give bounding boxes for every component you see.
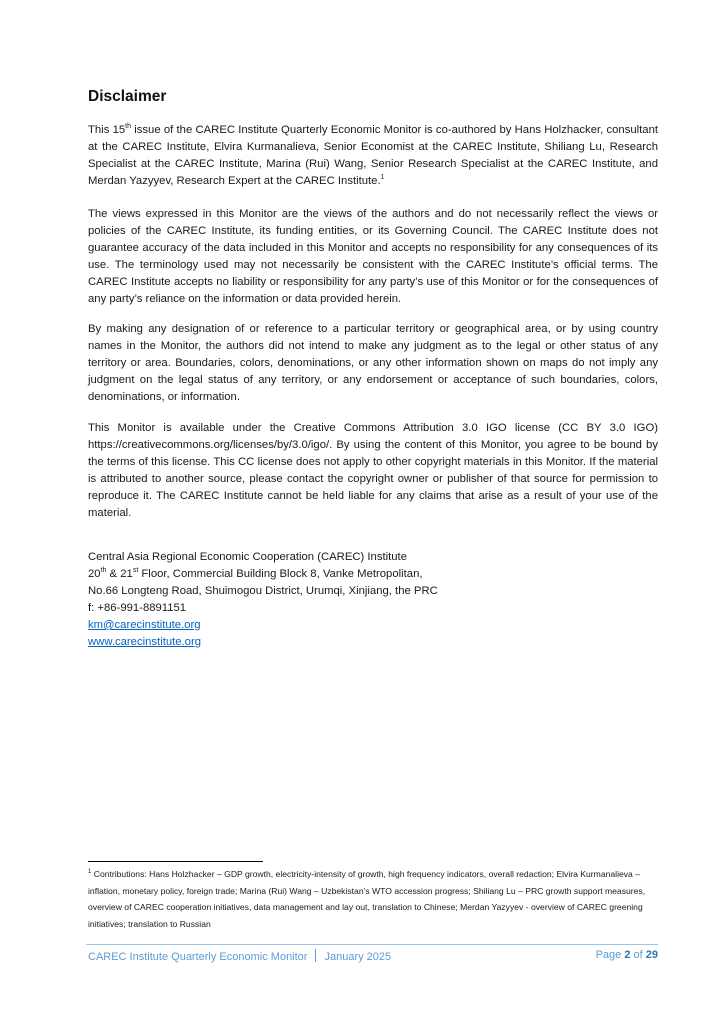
territory-paragraph: By making any designation of or reference to a particular territory or geographical area, or by using country names in the Monitor, the authors did not intend to make any judgment as to the legal or other status of any territory or area. Boundaries, colors, denominations, or any other information shown on maps do not imply any judgment on the legal status of any territory, or any endorsement or acceptance of such boundaries, colors, denominations, or information. xyxy=(88,323,658,403)
page-title: Disclaimer xyxy=(88,88,167,105)
email-link[interactable]: km@carecinstitute.org xyxy=(88,619,201,631)
text: This 15 xyxy=(88,124,126,136)
license-paragraph: This Monitor is available under the Creative Commons Attribution 3.0 IGO license (CC BY 3.0 IGO) https://creativecommons.org/licenses/by/3.0/igo/. By using the content of this Monitor, you agree to be bound by the terms of this license. This CC license does not apply to other copyright materials in this Monitor. If the material is attributed to another source, please contact the copyright owner or publisher of that source for permission to reproduce it. The CAREC Institute cannot be held liable for any claims that arise as a result of your use of the material. xyxy=(88,422,658,519)
footer-left xyxy=(88,949,391,963)
footnote-number: 1 xyxy=(88,869,92,876)
text: Page xyxy=(595,949,625,961)
publication-date: January 2025 xyxy=(324,951,392,963)
current-page: 2 xyxy=(624,949,631,961)
footnote xyxy=(88,866,668,932)
contact-address xyxy=(88,549,438,651)
page-number xyxy=(596,949,658,961)
footnote-divider xyxy=(88,861,263,862)
footnote-text: Contributions: Hans Holzhacker – GDP growth, electricity-intensity of growth, high frequency indicators, overall redaction; Elvira Kurmanalieva – inflation, monetary policy, foreign trade; Marina (Rui) Wang – Uzbekistan’s WTO accession progress; Shiliang Lu – PRC growth support measures, overview of CAREC cooperation initiatives, data management and lay out, translation to Chinese; Merdan Yazyyev - overview of CAREC greening initiatives; translation to Russian xyxy=(88,869,646,929)
website-link[interactable]: www.carecinstitute.org xyxy=(88,636,202,648)
publication-title: CAREC Institute Quarterly Economic Monitor xyxy=(88,951,308,963)
superscript: th xyxy=(125,123,131,131)
text: issue of the CAREC Institute Quarterly Economic Monitor is co-authored by Hans Holzhacker, consultant at the CAREC Institute, Elvira Kurmanalieva, Senior Economist at the CAREC Institute, Shiliang Lu, Research Specialist at the CAREC Institute, Marina (Rui) Wang, Senior Research Specialist at the CAREC Institute, and Merdan Yazyyev, Research Expert at the CAREC Institute. xyxy=(88,124,659,187)
superscript: st xyxy=(132,567,139,575)
text: & 21 xyxy=(106,568,133,580)
address-street: No.66 Longteng Road, Shuimogou District, Urumqi, Xinjiang, the PRC xyxy=(88,585,438,597)
footnote-reference[interactable]: 1 xyxy=(380,174,385,182)
views-paragraph: The views expressed in this Monitor are the views of the authors and do not necessarily reflect the views or policies of the CAREC Institute, its funding entities, or its Governing Council. The CAREC Institute does not guarantee accuracy of the data included in this Monitor and accepts no responsibility for any consequences of its use. The terminology used may not necessarily be consistent with the CAREC Institute’s official terms. The CAREC Institute accepts no liability or responsibility for any party’s use of this Monitor or for the consequences of any party’s reliance on the information or data provided herein. xyxy=(88,208,658,305)
org-name: Central Asia Regional Economic Cooperation (CAREC) Institute xyxy=(88,551,407,563)
text: 20 xyxy=(88,568,101,580)
total-pages: 29 xyxy=(645,949,658,961)
text: Floor, Commercial Building Block 8, Vanke Metropolitan, xyxy=(138,568,423,580)
footer-separator xyxy=(315,949,316,962)
authorship-paragraph xyxy=(88,122,658,190)
footer-divider xyxy=(86,944,658,945)
address-floor xyxy=(88,566,438,583)
superscript: th xyxy=(100,567,107,575)
fax-number: f: +86-991-8891151 xyxy=(88,602,187,614)
text: of xyxy=(630,949,646,961)
